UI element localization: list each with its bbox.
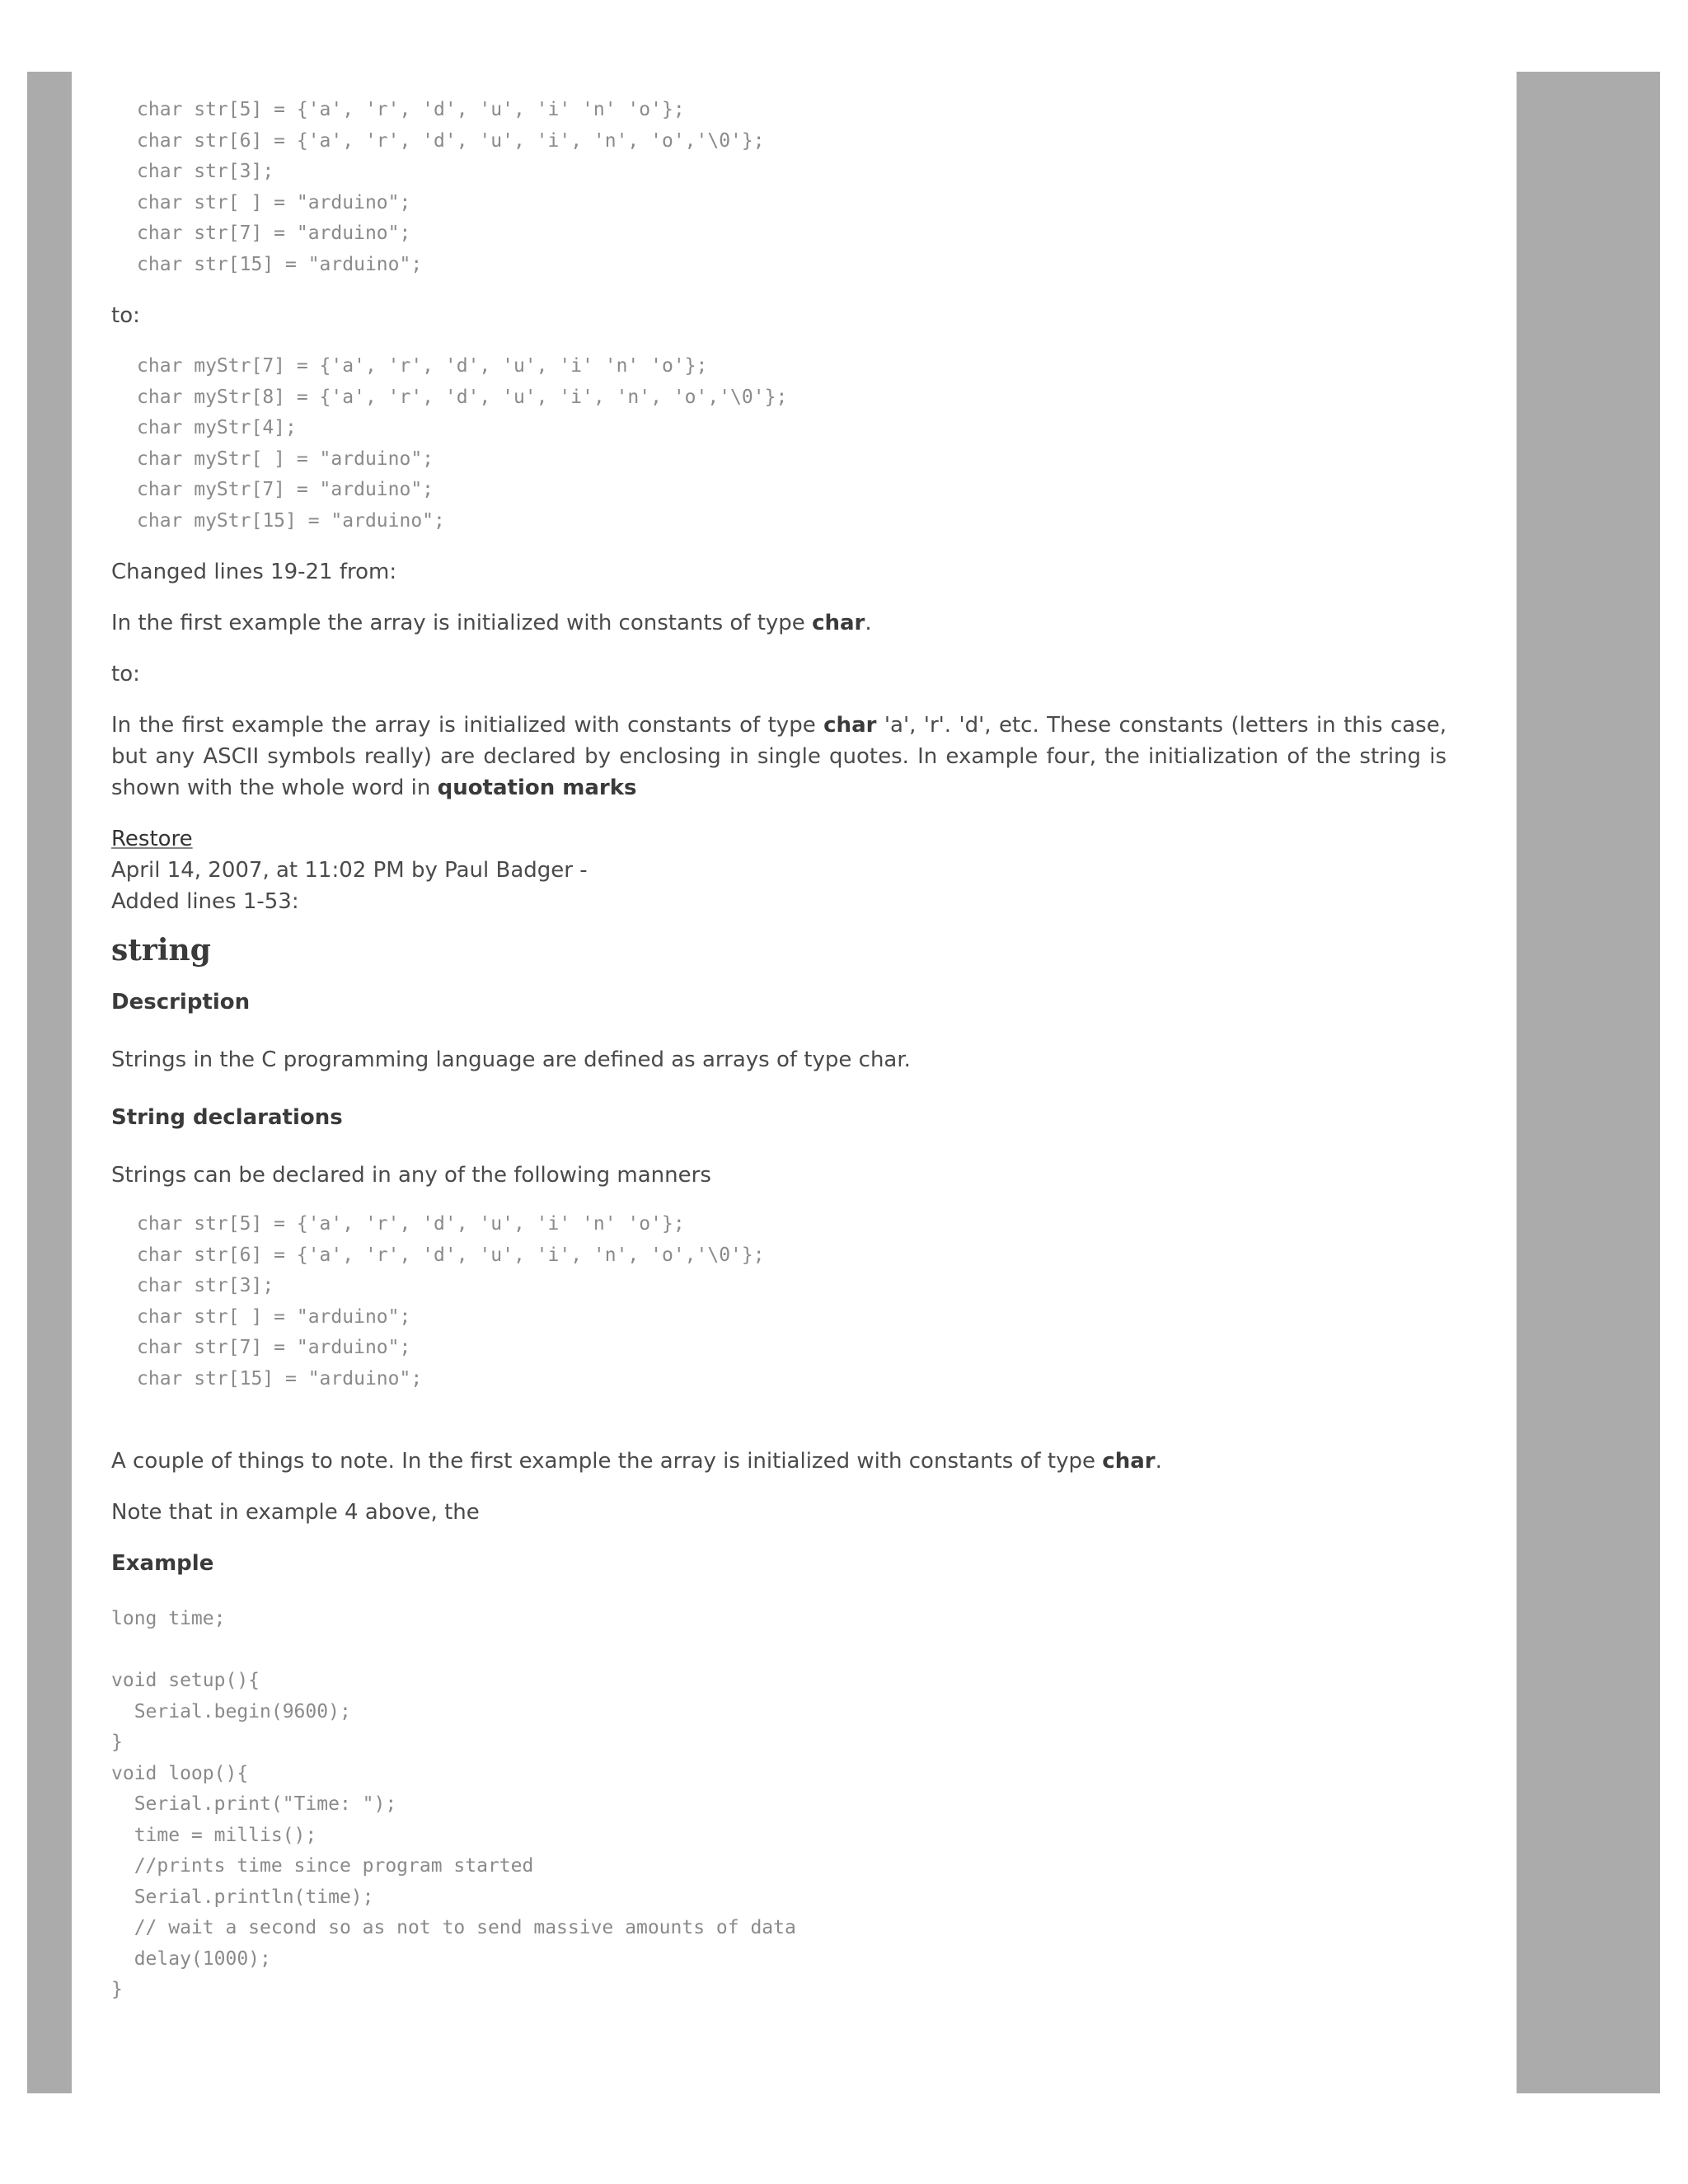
content-column [111,95,1447,2006]
code-block-example [111,1604,1447,2006]
declarations-heading: String declarations [111,1105,343,1130]
code-line: } [111,1979,123,2000]
code-line: char myStr[ ] = "arduino"; [137,448,434,470]
code-line: long time; [111,1608,226,1629]
code-line: char str[3]; [137,161,274,182]
code-line: } [111,1732,123,1753]
code-line: char myStr[7] = {'a', 'r', 'd', 'u', 'i' 'n' 'o'}; [137,355,708,377]
code-line [111,1635,1447,1666]
example-heading: Example [111,1551,214,1576]
note-text-2: Note that in example 4 above, the [111,1500,480,1525]
left-margin-bar [27,72,72,2093]
description-heading: Description [111,990,251,1015]
description-text: Strings in the C programming language are defined as arrays of type char. [111,1047,911,1072]
declarations-text: Strings can be declared in any of the following manners [111,1163,711,1188]
page-title: string [111,933,211,968]
code-line: char str[7] = "arduino"; [137,1337,411,1358]
code-line: char myStr[4]; [137,417,297,438]
code-line: char str[5] = {'a', 'r', 'd', 'u', 'i' 'n' 'o'}; [137,1213,685,1235]
code-line: char str[6] = {'a', 'r', 'd', 'u', 'i', 'n', 'o','\0'}; [137,1244,765,1266]
code-block-new [111,351,1447,537]
code-line: char myStr[7] = "arduino"; [137,479,434,500]
code-line: time = millis(); [111,1824,317,1846]
code-line: void setup(){ [111,1670,260,1691]
changed-lines-label: Changed lines 19-21 from: [111,560,397,584]
code-line: //prints time since program started [111,1855,534,1877]
code-block-declarations [111,1209,1447,1394]
code-line: char str[3]; [137,1275,274,1296]
restore-link[interactable]: Restore [111,827,193,851]
code-line: char myStr[8] = {'a', 'r', 'd', 'u', 'i', 'n', 'o','\0'}; [137,386,788,408]
note-text: A couple of things to note. In the first example the array is initialized with constants of type char. [111,1449,1162,1474]
first-example-new: In the first example the array is initialized with constants of type char 'a', 'r'. 'd', etc. These constants (letters in this case, but any ASCII symbols really) are declared by enclosing in single quotes. In example four, the initialization of the string is shown with the whole word in quotation marks [111,713,1447,800]
code-line: Serial.print("Time: "); [111,1793,397,1815]
code-line: char str[7] = "arduino"; [137,223,411,244]
code-block-old [111,95,1447,280]
code-line: Serial.begin(9600); [111,1700,351,1722]
right-margin-bar [1517,72,1660,2093]
first-example-old: In the first example the array is initialized with constants of type char. [111,611,872,635]
to-label: to: [111,662,140,687]
code-line: char str[ ] = "arduino"; [137,191,411,213]
code-line: void loop(){ [111,1762,249,1784]
code-line: char myStr[15] = "arduino"; [137,509,445,532]
code-line: char str[5] = {'a', 'r', 'd', 'u', 'i' 'n' 'o'}; [137,99,685,120]
history-entry-meta: April 14, 2007, at 11:02 PM by Paul Badger - [111,858,588,883]
history-entry [111,823,1447,917]
code-line: // wait a second so as not to send massive amounts of data [111,1917,796,1938]
code-line: delay(1000); [111,1947,271,1970]
code-line: char str[ ] = "arduino"; [137,1305,411,1328]
code-line: char str[6] = {'a', 'r', 'd', 'u', 'i', 'n', 'o','\0'}; [137,129,765,152]
to-label: to: [111,303,140,328]
code-line: Serial.println(time); [111,1886,374,1908]
code-line: char str[15] = "arduino"; [137,253,423,275]
code-line: char str[15] = "arduino"; [137,1367,423,1390]
history-added-lines: Added lines 1-53: [111,889,299,914]
